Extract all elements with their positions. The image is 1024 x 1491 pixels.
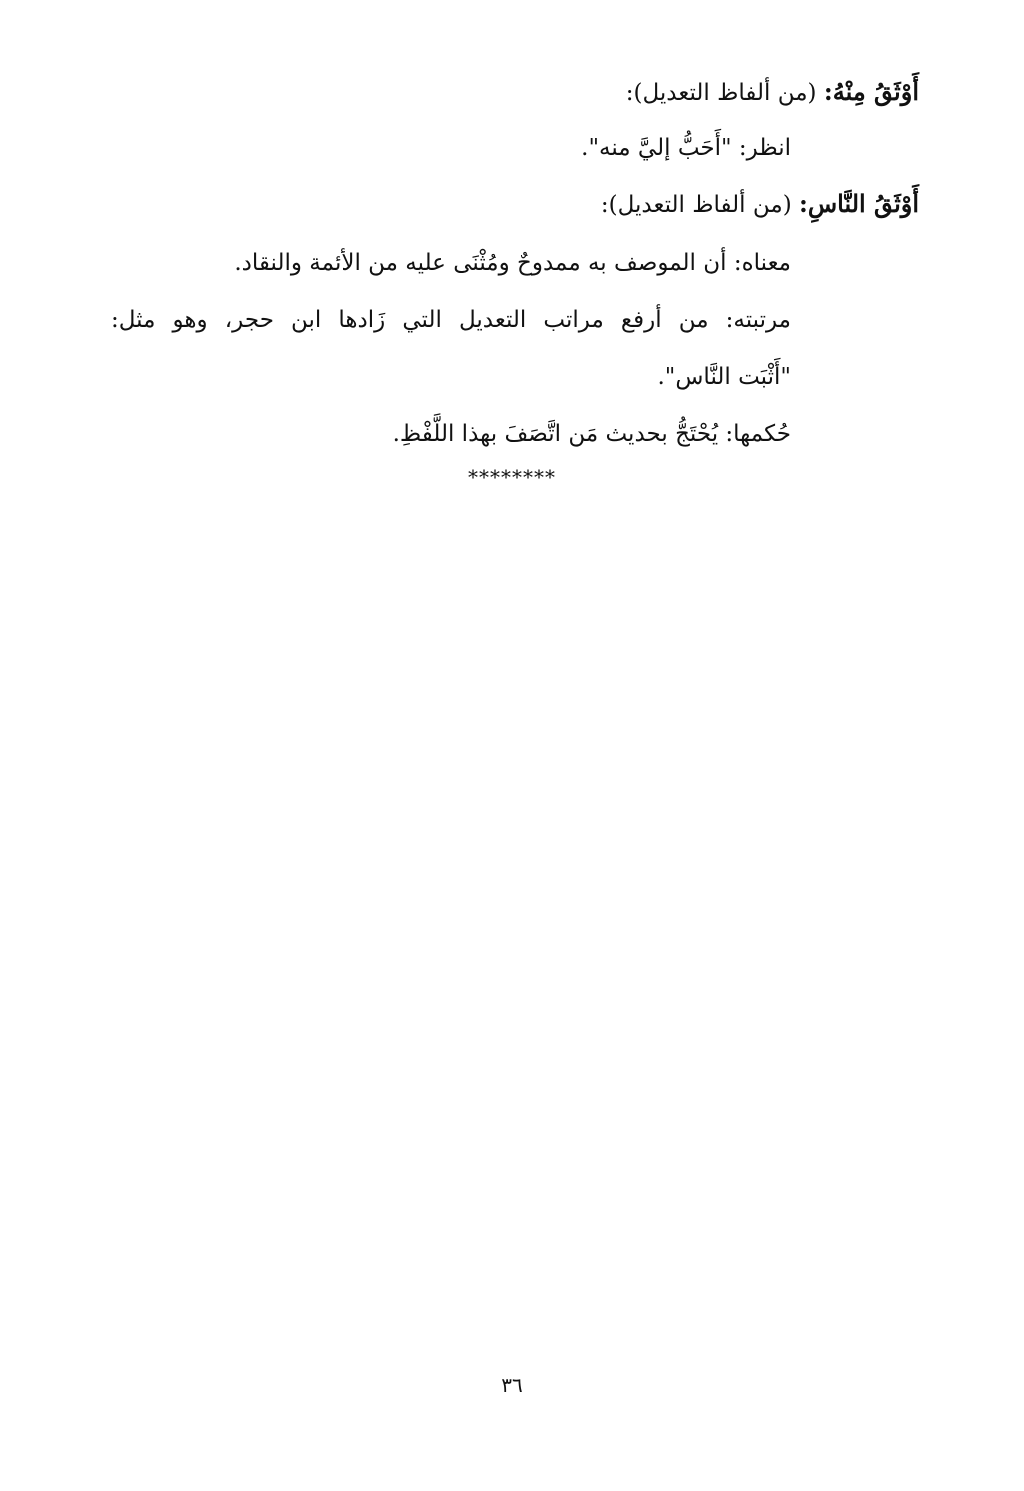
- entry-meaning-line: معناه: أن الموصف به ممدوحٌ ومُثْنَى عليه من الأئمة والنقاد.: [234, 250, 791, 276]
- entry-ruling-line: حُكمها: يُحْتَجُّ بحديث مَن اتَّصَفَ بهذا اللَّفْظِ.: [392, 421, 791, 447]
- entry-rank-line: مرتبته: من أرفع مراتب التعديل التي زَادها ابن حجر، وهو مثل:: [111, 307, 791, 333]
- section-separator: ********: [468, 465, 556, 489]
- entry-qualifier: (من ألفاظ التعديل):: [625, 80, 817, 106]
- entry-rank-line-continuation: "أَثْبَت النَّاس".: [657, 364, 791, 390]
- page-number: ٣٦: [501, 1373, 523, 1397]
- entry-see-also-line: انظر: "أَحَبُّ إليَّ منه".: [581, 135, 791, 161]
- entry-heading-awthaq-annas: [601, 184, 919, 225]
- entry-term: أَوْثَقُ النَّاسِ:: [799, 189, 919, 218]
- entry-qualifier: (من ألفاظ التعديل):: [600, 192, 792, 218]
- entry-term: أَوْثَقُ مِنْهُ:: [823, 77, 919, 106]
- entry-heading-awthaq-minhu: [626, 72, 919, 113]
